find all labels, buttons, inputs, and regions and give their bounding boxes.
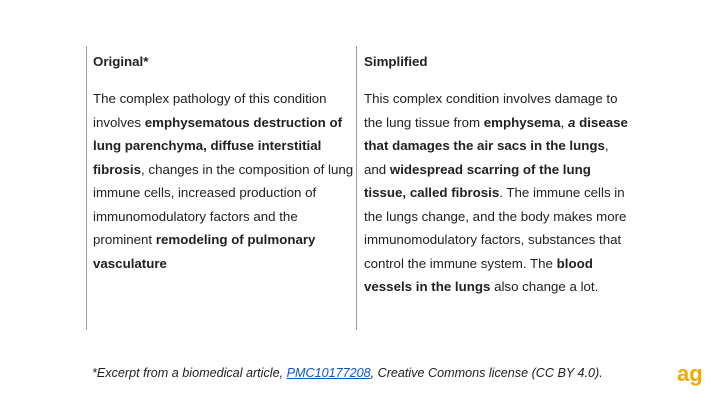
simplified-heading: Simplified [364, 54, 428, 69]
original-column [86, 46, 356, 330]
text-segment: , [560, 114, 568, 130]
logo-text: ag [677, 363, 703, 386]
original-heading: Original* [93, 54, 149, 69]
text-segment: emphysema [483, 114, 561, 130]
text-segment: disease that damages the air sacs in the lungs [364, 114, 628, 153]
footnote-suffix: , Creative Commons license (CC BY 4.0). [370, 366, 603, 380]
simplified-column [356, 46, 631, 330]
footnote [92, 366, 603, 380]
footnote-prefix: *Excerpt from a biomedical article, [92, 366, 287, 380]
text-segment: , changes in the composition of lung immune cells, increased production of immunomodulatory factors and the prominent [93, 161, 354, 247]
ag-logo-graphic [676, 363, 706, 391]
text-segment: , and [364, 138, 609, 177]
text-segment: widespread scarring of the lung tissue, called fibrosis [364, 161, 591, 200]
ag-logo-icon [676, 363, 706, 391]
text-segment: This complex condition involves damage to the lung tissue from [364, 91, 618, 130]
text-segment: . The immune cells in the lungs change, and the body makes more immunomodulatory factors, substances that control the immune system. The [364, 185, 627, 271]
text-segment: blood vessels in the lungs [364, 255, 593, 294]
original-text [93, 87, 356, 275]
simplified-text [364, 87, 631, 299]
text-segment: emphysematous destruction of lung parenchyma, diffuse interstitial fibrosis [93, 114, 343, 177]
article-link[interactable]: PMC10177208 [286, 366, 371, 380]
text-segment: The complex pathology of this condition involves [93, 91, 327, 130]
text-segment: also change a lot. [490, 279, 599, 294]
text-segment: a [568, 114, 576, 130]
text-segment: remodeling of pulmonary vasculature [93, 232, 316, 271]
